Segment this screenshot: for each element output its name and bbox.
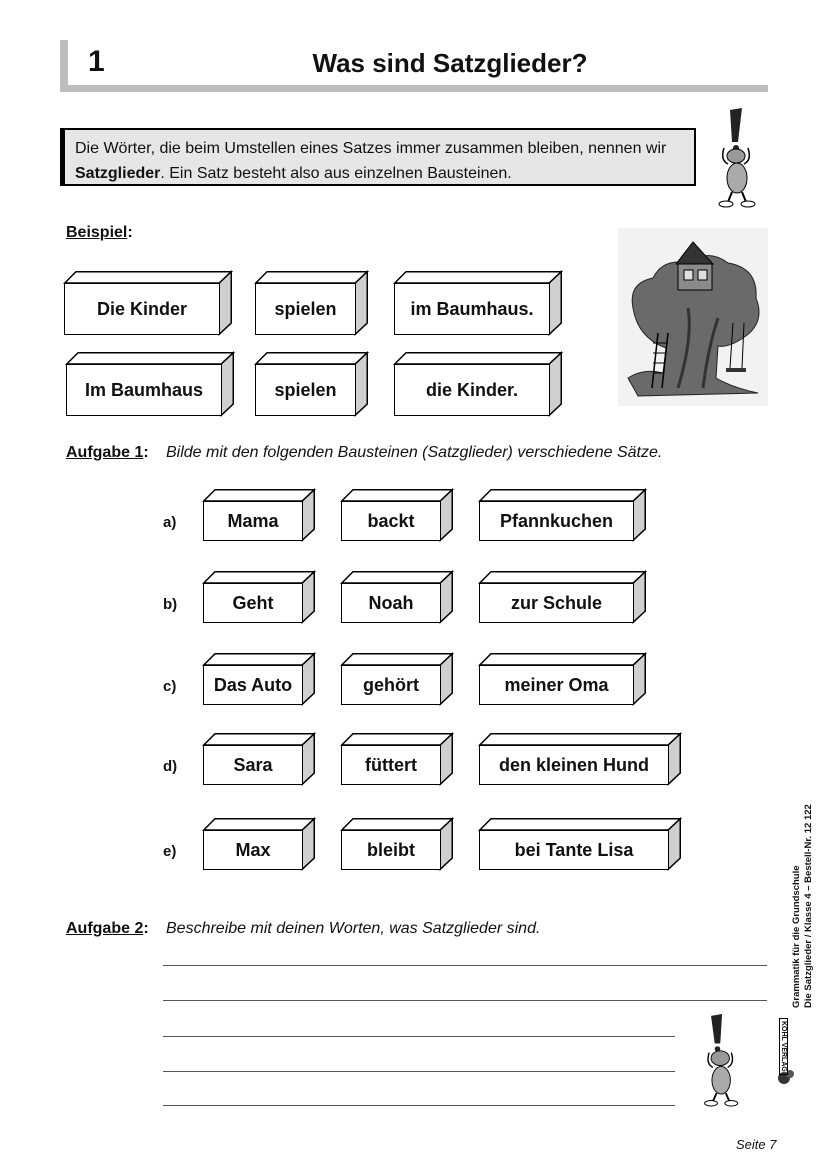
exclamation-mascot-bottom-icon	[700, 1010, 746, 1110]
task2-instruction: Beschreibe mit deinen Worten, was Satzglieder sind.	[166, 920, 541, 937]
example-block-2-3-label: die Kinder.	[394, 364, 550, 416]
task-block-5-1-label: Max	[203, 830, 303, 870]
task1-label-text: Aufgabe 1	[66, 444, 144, 461]
treehouse-illustration	[618, 228, 768, 406]
task-block-1-1-label: Mama	[203, 501, 303, 541]
task-block-4-1	[203, 733, 315, 785]
sidebar-line-2: Die Satzglieder / Klasse 4 – Bestell-Nr. 12 122	[803, 804, 814, 1008]
example-block-2-1	[66, 352, 234, 416]
answer-line-1[interactable]	[163, 965, 767, 966]
publisher-logo	[774, 1018, 804, 1088]
exclamation-mascot-icon	[712, 108, 762, 208]
row-letter-3: c)	[163, 678, 177, 695]
info-line-2	[75, 161, 684, 186]
task-block-1-1	[203, 489, 315, 541]
task1-instruction: Bilde mit den folgenden Bausteinen (Satzglieder) verschiedene Sätze.	[166, 444, 663, 461]
info-line-1: Die Wörter, die beim Umstellen eines Satzes immer zusammen bleiben, nennen wir	[75, 140, 667, 157]
chapter-number: 1	[88, 45, 105, 78]
example-block-1-3	[394, 271, 562, 335]
row-letter-4: d)	[163, 758, 178, 775]
example-block-2-2-label: spielen	[255, 364, 356, 416]
example-label-colon: :	[127, 224, 133, 241]
task-block-1-3-label: Pfannkuchen	[479, 501, 634, 541]
task-block-2-2-label: Noah	[341, 583, 441, 623]
task-block-4-2	[341, 733, 453, 785]
task-block-5-1	[203, 818, 315, 870]
example-block-1-1-label: Die Kinder	[64, 283, 220, 335]
task-block-4-1-label: Sara	[203, 745, 303, 785]
example-block-2-1-label: Im Baumhaus	[66, 364, 222, 416]
answer-line-4[interactable]	[163, 1071, 675, 1072]
page-number: Seite 7	[736, 1137, 777, 1152]
task-block-3-2	[341, 653, 453, 705]
task2-label-text: Aufgabe 2	[66, 920, 144, 937]
task1-label-colon: :	[143, 444, 149, 461]
task-block-5-2-label: bleibt	[341, 830, 441, 870]
row-letter-5: e)	[163, 843, 177, 860]
row-letter-1: a)	[163, 514, 177, 531]
task-block-1-2	[341, 489, 453, 541]
example-block-1-2	[255, 271, 368, 335]
row-letter-2: b)	[163, 596, 178, 613]
task-block-1-2-label: backt	[341, 501, 441, 541]
task-block-2-3-label: zur Schule	[479, 583, 634, 623]
publisher-name: KOHL VERLAG	[779, 1018, 788, 1075]
task-block-5-3-label: bei Tante Lisa	[479, 830, 669, 870]
task-block-2-1-label: Geht	[203, 583, 303, 623]
example-block-2-2	[255, 352, 368, 416]
info-box	[60, 128, 696, 186]
task-block-4-2-label: füttert	[341, 745, 441, 785]
task-block-4-3	[479, 733, 681, 785]
sidebar-line-1: Grammatik für die Grundschule	[791, 865, 802, 1008]
sidebar-publication-info	[783, 780, 823, 1010]
info-bold-term: Satzglieder	[75, 165, 161, 182]
answer-line-3[interactable]	[163, 1036, 675, 1037]
task-block-2-3	[479, 571, 646, 623]
task2-label-colon: :	[143, 920, 149, 937]
task2-label	[66, 920, 149, 938]
example-block-1-3-label: im Baumhaus.	[394, 283, 550, 335]
task1-label	[66, 444, 149, 462]
header-bottom-bar	[60, 85, 768, 92]
task-block-3-1-label: Das Auto	[203, 665, 303, 705]
task-block-3-1	[203, 653, 315, 705]
task-block-5-2	[341, 818, 453, 870]
answer-line-2[interactable]	[163, 1000, 767, 1001]
example-label	[66, 224, 133, 242]
page-title: Was sind Satzglieder?	[312, 48, 588, 78]
task-block-3-2-label: gehört	[341, 665, 441, 705]
example-block-2-3	[394, 352, 562, 416]
task-block-4-3-label: den kleinen Hund	[479, 745, 669, 785]
answer-line-5[interactable]	[163, 1105, 675, 1106]
info-rest: . Ein Satz besteht also aus einzelnen Bausteinen.	[160, 165, 512, 182]
task-block-3-3	[479, 653, 646, 705]
example-block-1-2-label: spielen	[255, 283, 356, 335]
example-label-text: Beispiel	[66, 224, 128, 241]
example-block-1-1	[64, 271, 232, 335]
task-block-2-2	[341, 571, 453, 623]
task-block-3-3-label: meiner Oma	[479, 665, 634, 705]
task-block-1-3	[479, 489, 646, 541]
task-block-5-3	[479, 818, 681, 870]
task-block-2-1	[203, 571, 315, 623]
